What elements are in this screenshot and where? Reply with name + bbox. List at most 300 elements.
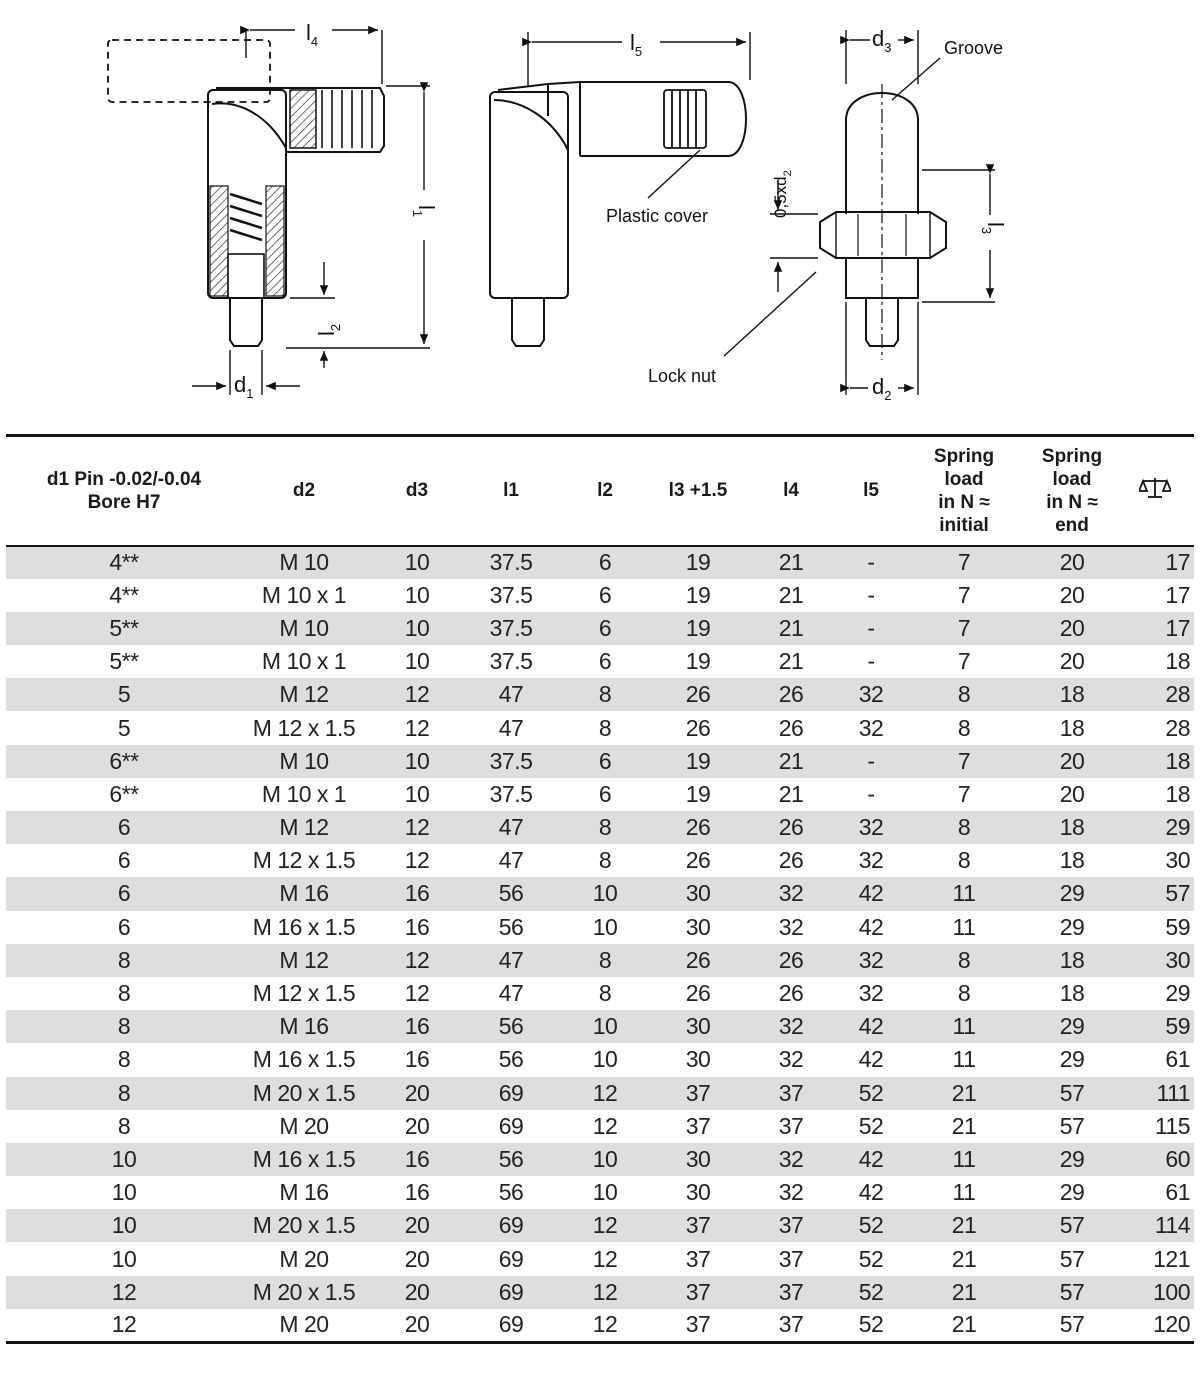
cell-d1: 8	[117, 1013, 131, 1040]
cell-l5: 32	[858, 681, 884, 708]
cell-spring-end: 20	[1059, 648, 1085, 675]
cell-l1: 47	[498, 847, 524, 874]
cell-l2: 10	[592, 913, 618, 940]
cell-d2: M 10	[279, 747, 329, 774]
cell-l5: -	[867, 581, 875, 608]
cell-spring-initial: 21	[951, 1212, 977, 1239]
cell-spring-initial: 8	[957, 847, 971, 874]
table-row	[6, 1077, 1194, 1110]
cell-weight: 120	[1153, 1311, 1190, 1338]
cell-l5: 52	[858, 1112, 884, 1139]
cell-d3: 20	[404, 1212, 430, 1239]
cell-l5: 52	[858, 1311, 884, 1338]
cell-spring-initial: 7	[957, 780, 971, 807]
cell-l3: 19	[685, 747, 711, 774]
cell-l3: 37	[685, 1079, 711, 1106]
cell-l5: 52	[858, 1278, 884, 1305]
cell-spring-initial: 21	[951, 1079, 977, 1106]
table-row	[6, 1242, 1194, 1275]
cell-d2: M 20	[279, 1112, 329, 1139]
cell-l5: -	[867, 549, 875, 576]
cell-l5: 32	[858, 946, 884, 973]
cell-l2: 6	[598, 549, 612, 576]
cell-l4: 21	[778, 780, 804, 807]
cell-l4: 32	[778, 913, 804, 940]
header-weight	[1116, 436, 1194, 546]
cell-d3: 16	[404, 1013, 430, 1040]
header-l2: l2	[597, 480, 613, 502]
cell-d2: M 12	[279, 681, 329, 708]
cell-l2: 8	[598, 814, 612, 841]
cell-l5: 32	[858, 714, 884, 741]
cell-weight: 114	[1154, 1212, 1190, 1239]
cell-l1: 56	[498, 1179, 524, 1206]
cell-l4: 32	[778, 1179, 804, 1206]
table-body	[6, 546, 1194, 1343]
cell-l3: 26	[685, 980, 711, 1007]
cell-spring-initial: 7	[957, 549, 971, 576]
cell-l2: 6	[598, 780, 612, 807]
cell-l1: 56	[498, 1145, 524, 1172]
table-row	[6, 811, 1194, 844]
cell-d3: 12	[404, 847, 430, 874]
table-row	[6, 778, 1194, 811]
cell-weight: 100	[1153, 1278, 1190, 1305]
cell-spring-end: 18	[1059, 946, 1085, 973]
table-row	[6, 1209, 1194, 1242]
cell-l1: 56	[498, 880, 524, 907]
table-row	[6, 546, 1194, 579]
cell-l1: 47	[498, 681, 524, 708]
cell-l4: 26	[778, 980, 804, 1007]
cell-d2: M 16 x 1.5	[252, 1145, 356, 1172]
cell-d3: 10	[404, 614, 430, 641]
header-l5: l5	[863, 480, 879, 502]
section-view	[108, 30, 430, 395]
cell-weight: 18	[1165, 648, 1190, 675]
cell-d1: 6**	[109, 780, 139, 807]
specification-table	[6, 434, 1194, 1344]
cell-l1: 56	[498, 913, 524, 940]
cell-l5: 42	[858, 880, 884, 907]
dim-d3-label: $d_3$	[872, 26, 892, 55]
cell-spring-initial: 7	[957, 614, 971, 641]
cell-l3: 30	[685, 880, 711, 907]
cell-l2: 10	[592, 1179, 618, 1206]
cell-l3: 30	[685, 1179, 711, 1206]
cell-l5: -	[867, 648, 875, 675]
cell-weight: 59	[1165, 913, 1190, 940]
cell-l1: 37.5	[489, 747, 533, 774]
cell-spring-end: 29	[1059, 880, 1085, 907]
cell-l3: 19	[685, 614, 711, 641]
cell-spring-end: 20	[1059, 581, 1085, 608]
cell-spring-initial: 7	[957, 648, 971, 675]
cell-d3: 12	[404, 946, 430, 973]
table-row	[6, 645, 1194, 678]
table-row	[6, 944, 1194, 977]
cell-weight: 61	[1165, 1179, 1190, 1206]
cell-l2: 8	[598, 681, 612, 708]
cell-l5: 32	[858, 814, 884, 841]
cell-l5: 42	[858, 1046, 884, 1073]
cell-l2: 10	[592, 1046, 618, 1073]
cell-spring-initial: 11	[952, 1013, 976, 1040]
cell-weight: 30	[1165, 847, 1190, 874]
cell-weight: 121	[1153, 1245, 1190, 1272]
cell-d1: 8	[117, 1079, 131, 1106]
cell-weight: 29	[1165, 980, 1190, 1007]
side-view	[724, 30, 995, 395]
cell-d3: 16	[404, 880, 430, 907]
cell-l2: 12	[592, 1278, 618, 1305]
cell-l2: 8	[598, 980, 612, 1007]
cell-d2: M 20 x 1.5	[252, 1278, 356, 1305]
cell-l4: 32	[778, 1145, 804, 1172]
cell-weight: 60	[1165, 1145, 1190, 1172]
cell-spring-initial: 8	[957, 814, 971, 841]
cell-d1: 8	[117, 946, 131, 973]
cell-l1: 47	[498, 814, 524, 841]
cell-d2: M 12 x 1.5	[252, 714, 356, 741]
cell-l5: 42	[858, 1013, 884, 1040]
cell-weight: 17	[1165, 614, 1190, 641]
cell-d1: 5	[117, 681, 131, 708]
cell-spring-initial: 7	[957, 747, 971, 774]
table-row	[6, 1309, 1194, 1342]
cell-l1: 56	[498, 1013, 524, 1040]
cell-d1: 6	[117, 913, 131, 940]
table-row	[6, 877, 1194, 910]
cell-d1: 5**	[109, 614, 139, 641]
cell-weight: 28	[1165, 714, 1190, 741]
table-row	[6, 1176, 1194, 1209]
cell-spring-end: 29	[1059, 1145, 1085, 1172]
cell-l4: 21	[778, 747, 804, 774]
table-row	[6, 1143, 1194, 1176]
cell-l4: 21	[778, 648, 804, 675]
cell-d1: 12	[111, 1311, 137, 1338]
table-header	[6, 436, 1194, 546]
cell-d2: M 12 x 1.5	[252, 980, 356, 1007]
cell-l5: 42	[858, 913, 884, 940]
cell-l1: 69	[498, 1245, 524, 1272]
cell-d3: 20	[404, 1278, 430, 1305]
cell-l4: 32	[778, 1013, 804, 1040]
dim-l1-label: $l_1$	[410, 205, 439, 218]
cell-l3: 30	[685, 913, 711, 940]
cell-d1: 10	[111, 1179, 137, 1206]
cell-d1: 6	[117, 880, 131, 907]
cell-d1: 10	[111, 1245, 137, 1272]
table-row	[6, 1043, 1194, 1076]
cell-l3: 30	[685, 1145, 711, 1172]
cell-l1: 69	[498, 1079, 524, 1106]
cell-spring-initial: 21	[951, 1311, 977, 1338]
cell-d2: M 16	[279, 1013, 329, 1040]
cell-d1: 6**	[109, 747, 139, 774]
dim-half-d2-label: $0,5xd_2$	[771, 170, 794, 218]
cell-d3: 16	[404, 1179, 430, 1206]
cell-spring-end: 57	[1059, 1311, 1085, 1338]
cell-spring-initial: 11	[952, 880, 976, 907]
cell-l3: 30	[685, 1046, 711, 1073]
cell-l1: 69	[498, 1311, 524, 1338]
cell-spring-initial: 8	[957, 946, 971, 973]
cell-weight: 30	[1165, 946, 1190, 973]
cell-d1: 8	[117, 1046, 131, 1073]
cell-spring-end: 18	[1059, 980, 1085, 1007]
cell-spring-end: 29	[1059, 913, 1085, 940]
cell-l3: 37	[685, 1245, 711, 1272]
cell-d3: 20	[404, 1245, 430, 1272]
header-spring-initial: Spring load in N ≈ initial	[933, 445, 995, 536]
cell-d3: 16	[404, 913, 430, 940]
cell-d1: 5	[117, 714, 131, 741]
cell-d1: 10	[111, 1145, 137, 1172]
cell-d2: M 20 x 1.5	[252, 1079, 356, 1106]
plastic-cover-label: Plastic cover	[606, 206, 709, 226]
cell-l4: 37	[778, 1079, 804, 1106]
cell-l5: 52	[858, 1212, 884, 1239]
cell-spring-end: 18	[1059, 847, 1085, 874]
cell-l1: 69	[498, 1278, 524, 1305]
cell-d1: 4**	[109, 581, 139, 608]
cell-l5: 32	[858, 980, 884, 1007]
cell-l4: 32	[778, 880, 804, 907]
cell-weight: 28	[1165, 681, 1190, 708]
cell-l3: 26	[685, 681, 711, 708]
cell-l1: 37.5	[489, 581, 533, 608]
dim-d2-label: $d_2$	[872, 374, 892, 403]
header-d1: d1 Pin -0.02/-0.04 Bore H7	[46, 468, 202, 513]
cell-d3: 12	[404, 814, 430, 841]
technical-drawing	[0, 0, 1200, 420]
cell-d2: M 20	[279, 1311, 329, 1338]
cell-l1: 69	[498, 1112, 524, 1139]
dim-l2-label: $l_2$	[314, 323, 343, 336]
cell-l4: 37	[778, 1112, 804, 1139]
cell-l3: 26	[685, 946, 711, 973]
cell-spring-initial: 11	[952, 1046, 976, 1073]
cell-d1: 4**	[109, 549, 139, 576]
cell-spring-end: 18	[1059, 681, 1085, 708]
cell-spring-end: 57	[1059, 1112, 1085, 1139]
cell-l3: 26	[685, 814, 711, 841]
header-l4: l4	[783, 480, 799, 502]
cell-weight: 59	[1165, 1013, 1190, 1040]
cell-d2: M 12	[279, 814, 329, 841]
cell-spring-initial: 11	[952, 1145, 976, 1172]
cell-d3: 12	[404, 714, 430, 741]
cell-weight: 17	[1165, 581, 1190, 608]
cell-d3: 16	[404, 1145, 430, 1172]
cell-d2: M 20	[279, 1245, 329, 1272]
cell-l5: 52	[858, 1079, 884, 1106]
cell-d1: 6	[117, 847, 131, 874]
header-l1: l1	[503, 480, 519, 502]
cell-l3: 26	[685, 847, 711, 874]
cell-l2: 12	[592, 1245, 618, 1272]
cell-l4: 32	[778, 1046, 804, 1073]
cell-l3: 19	[685, 581, 711, 608]
cell-l4: 26	[778, 681, 804, 708]
table-row	[6, 579, 1194, 612]
cell-l5: 42	[858, 1179, 884, 1206]
dim-l4-label: $l_4$	[306, 20, 319, 49]
cell-d2: M 10 x 1	[261, 780, 347, 807]
cell-d2: M 10	[279, 549, 329, 576]
cell-d3: 16	[404, 1046, 430, 1073]
cell-l4: 37	[778, 1212, 804, 1239]
lock-nut-label: Lock nut	[648, 366, 717, 386]
cell-d3: 10	[404, 780, 430, 807]
cell-l4: 26	[778, 814, 804, 841]
cell-d3: 10	[404, 747, 430, 774]
cell-l1: 47	[498, 946, 524, 973]
table-row	[6, 844, 1194, 877]
cell-l5: -	[867, 747, 875, 774]
table-row	[6, 1276, 1194, 1309]
table-row	[6, 1110, 1194, 1143]
cell-weight: 29	[1165, 814, 1190, 841]
cell-d3: 10	[404, 581, 430, 608]
cell-l4: 26	[778, 946, 804, 973]
dim-d1-label: $d_1$	[234, 372, 254, 401]
cell-l2: 12	[592, 1212, 618, 1239]
cell-d3: 12	[404, 681, 430, 708]
cell-d2: M 16	[279, 1179, 329, 1206]
cell-spring-end: 57	[1059, 1245, 1085, 1272]
cell-l2: 10	[592, 880, 618, 907]
cell-spring-end: 18	[1059, 714, 1085, 741]
cell-l1: 47	[498, 980, 524, 1007]
cell-d1: 8	[117, 980, 131, 1007]
cell-d3: 10	[404, 549, 430, 576]
cell-l5: 52	[858, 1245, 884, 1272]
cell-spring-initial: 11	[952, 913, 976, 940]
exterior-view	[490, 32, 750, 346]
table-row	[6, 678, 1194, 711]
cell-l2: 12	[592, 1112, 618, 1139]
cell-l5: 42	[858, 1145, 884, 1172]
cell-spring-initial: 8	[957, 980, 971, 1007]
scale-icon	[1139, 476, 1171, 500]
cell-l1: 37.5	[489, 614, 533, 641]
cell-l1: 69	[498, 1212, 524, 1239]
cell-spring-end: 18	[1059, 814, 1085, 841]
cell-l2: 10	[592, 1145, 618, 1172]
cell-spring-initial: 8	[957, 681, 971, 708]
header-d3: d3	[405, 480, 429, 502]
cell-weight: 115	[1154, 1112, 1190, 1139]
cell-spring-end: 20	[1059, 614, 1085, 641]
cell-d2: M 20 x 1.5	[252, 1212, 356, 1239]
cell-spring-end: 20	[1059, 747, 1085, 774]
cell-d3: 20	[404, 1311, 430, 1338]
cell-d2: M 16 x 1.5	[252, 1046, 356, 1073]
cell-l4: 21	[778, 581, 804, 608]
cell-spring-end: 20	[1059, 780, 1085, 807]
cell-d3: 20	[404, 1079, 430, 1106]
cell-spring-end: 57	[1059, 1212, 1085, 1239]
cell-l5: -	[867, 780, 875, 807]
cell-l5: 32	[858, 847, 884, 874]
cell-spring-end: 57	[1059, 1079, 1085, 1106]
cell-l2: 12	[592, 1079, 618, 1106]
cell-weight: 111	[1156, 1079, 1190, 1106]
cell-l1: 47	[498, 714, 524, 741]
table-row	[6, 977, 1194, 1010]
cell-weight: 18	[1165, 747, 1190, 774]
cell-l2: 8	[598, 946, 612, 973]
cell-d1: 12	[111, 1278, 137, 1305]
cell-l3: 19	[685, 780, 711, 807]
cell-l2: 6	[598, 581, 612, 608]
cell-l2: 6	[598, 648, 612, 675]
cell-l3: 37	[685, 1278, 711, 1305]
cell-l4: 37	[778, 1278, 804, 1305]
cell-d1: 6	[117, 814, 131, 841]
cell-l4: 26	[778, 847, 804, 874]
cell-l1: 37.5	[489, 549, 533, 576]
cell-l3: 37	[685, 1212, 711, 1239]
cell-d2: M 16 x 1.5	[252, 913, 356, 940]
table-row	[6, 745, 1194, 778]
cell-l1: 56	[498, 1046, 524, 1073]
cell-d3: 20	[404, 1112, 430, 1139]
cell-d2: M 10	[279, 614, 329, 641]
cell-spring-initial: 21	[951, 1112, 977, 1139]
cell-l1: 37.5	[489, 780, 533, 807]
cell-l2: 12	[592, 1311, 618, 1338]
cell-l2: 6	[598, 614, 612, 641]
cell-weight: 17	[1165, 549, 1190, 576]
cell-spring-initial: 8	[957, 714, 971, 741]
cell-d1: 8	[117, 1112, 131, 1139]
cell-spring-end: 29	[1059, 1046, 1085, 1073]
dim-l3-label: $l_3$	[979, 222, 1008, 235]
cell-l4: 21	[778, 614, 804, 641]
cell-l2: 8	[598, 714, 612, 741]
cell-weight: 18	[1165, 780, 1190, 807]
cell-l4: 37	[778, 1245, 804, 1272]
table-row	[6, 1010, 1194, 1043]
cell-l3: 19	[685, 648, 711, 675]
cell-l3: 30	[685, 1013, 711, 1040]
cell-d2: M 10 x 1	[261, 648, 347, 675]
header-spring-end: Spring load in N ≈ end	[1041, 445, 1103, 536]
cell-l3: 37	[685, 1112, 711, 1139]
header-l3: l3 +1.5	[668, 480, 728, 502]
cell-d3: 12	[404, 980, 430, 1007]
cell-l3: 37	[685, 1311, 711, 1338]
table-row	[6, 711, 1194, 744]
groove-label: Groove	[944, 38, 1004, 58]
cell-l4: 21	[778, 549, 804, 576]
header-d2: d2	[292, 480, 316, 502]
cell-spring-end: 57	[1059, 1278, 1085, 1305]
cell-d1: 5**	[109, 648, 139, 675]
cell-d2: M 12 x 1.5	[252, 847, 356, 874]
cell-spring-initial: 21	[951, 1245, 977, 1272]
cell-spring-end: 29	[1059, 1179, 1085, 1206]
cell-spring-initial: 7	[957, 581, 971, 608]
cell-d2: M 10 x 1	[261, 581, 347, 608]
table-row	[6, 911, 1194, 944]
cell-d3: 10	[404, 648, 430, 675]
cell-l4: 37	[778, 1311, 804, 1338]
